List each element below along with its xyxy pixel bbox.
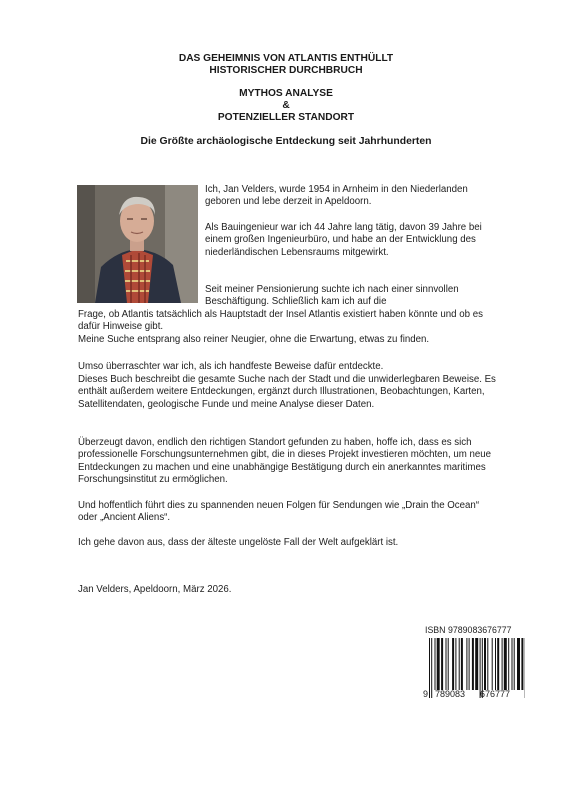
paragraph-conclusion: Ich gehe davon aus, dass der älteste ungelöste Fall der Welt aufgeklärt ist. xyxy=(78,537,399,548)
paragraph-book-description: Dieses Buch beschreibt die gesamte Suche nach der Stadt und die unwiderlegbaren Beweise. Es enthält außerdem weitere Entdeckungen, ergänzt durch Illustrationen, Beobachtungen, Karten, Satellitendaten, geologische Funde und meine Analyse dieser Daten. xyxy=(78,374,496,410)
paragraph-career: Als Bauingenieur war ich 44 Jahre lang tätig, davon 39 Jahre bei einem großen Ingenieurbüro, und habe an der Entwicklung des niederländischen Lebensraums mitgewirkt. xyxy=(205,222,482,258)
title-line-2: HISTORISCHER DURCHBRUCH xyxy=(209,65,363,76)
subtitle-line-1: MYTHOS ANALYSE xyxy=(239,88,333,99)
barcode-digit-first: 9 xyxy=(423,689,429,699)
signature-line: Jan Velders, Apeldoorn, März 2026. xyxy=(78,584,232,595)
tagline: Die Größte archäologische Entdeckung seit Jahrhunderten xyxy=(140,136,432,147)
title-line-1: DAS GEHEIMNIS VON ATLANTIS ENTHÜLLT xyxy=(178,53,394,64)
paragraph-hope: Überzeugt davon, endlich den richtigen Standort gefunden zu haben, hoffe ich, dass es sich professionelle Forschungsunternehmen gibt, die in dieses Projekt investieren möchten, um neue Entdeckungen zu machen und eine unabhängige Bestätigung durch ein anerkanntes maritimes Forschungsinstitut zu ermöglichen. xyxy=(78,437,492,486)
subtitle-line-2: POTENZIELLER STANDORT xyxy=(217,112,355,123)
paragraph-curiosity: Meine Suche entsprang also reiner Neugier, ohne die Erwartung, etwas zu finden. xyxy=(78,334,430,345)
paragraph-surprise: Umso überraschter war ich, als ich handfeste Beweise dafür entdeckte. xyxy=(78,361,384,372)
paragraph-retirement: Seit meiner Pensionierung suchte ich nach einer sinnvollen Beschäftigung. Schließlich kam ich auf die xyxy=(205,284,459,308)
author-portrait-illustration xyxy=(77,185,198,303)
paragraph-intro: Ich, Jan Velders, wurde 1954 in Arnheim in den Niederlanden geboren und lebe derzeit in Apeldoorn. xyxy=(205,184,468,208)
paragraph-tv: Und hoffentlich führt dies zu spannenden neuen Folgen für Sendungen wie „Drain the Ocean“ oder „Ancient Aliens“. xyxy=(78,500,480,524)
paragraph-question: Frage, ob Atlantis tatsächlich als Hauptstadt der Insel Atlantis existiert haben könnte und ob es dafür Hinweise gibt. xyxy=(78,309,483,333)
isbn-barcode xyxy=(423,625,525,699)
author-photo xyxy=(77,185,198,303)
barcode-digits-left: 789083 xyxy=(435,689,466,699)
subtitle-ampersand: & xyxy=(282,100,290,111)
barcode-digits-right: 676777 xyxy=(480,689,511,699)
isbn-label: ISBN 9789083676777 xyxy=(425,625,512,635)
